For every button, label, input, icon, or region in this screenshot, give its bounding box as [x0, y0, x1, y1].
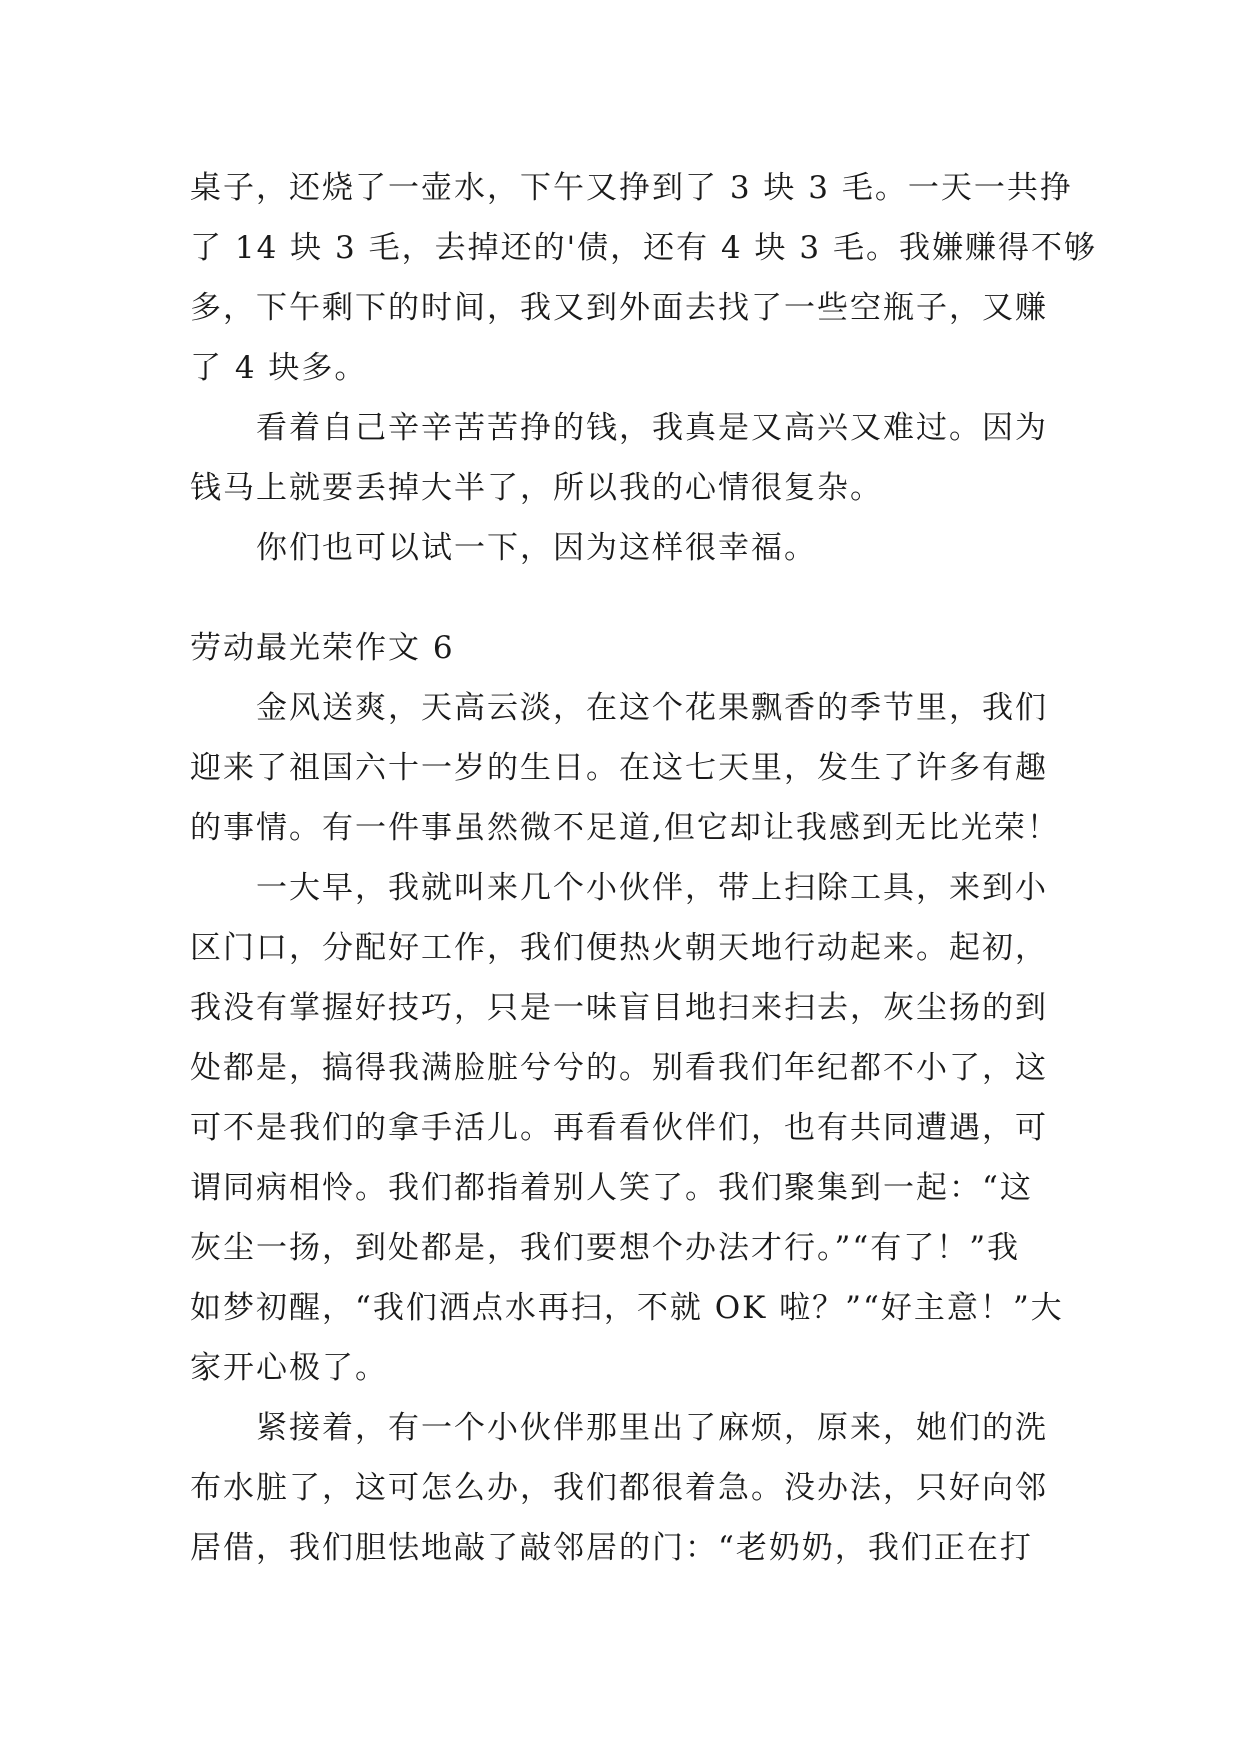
text-line: 我没有掌握好技巧，只是一味盲目地扫来扫去，灰尘扬的到 — [190, 990, 1048, 1026]
text-line: 看着自己辛辛苦苦挣的钱，我真是又高兴又难过。因为 — [256, 410, 1048, 446]
text-line: 家开心极了。 — [190, 1350, 388, 1386]
text-line: 居借，我们胆怯地敲了敲邻居的门：“老奶奶，我们正在打 — [190, 1530, 1033, 1566]
text-line: 了 14 块 3 毛，去掉还的'债，还有 4 块 3 毛。我嫌赚得不够 — [190, 230, 1097, 266]
text-line: 你们也可以试一下，因为这样很幸福。 — [256, 530, 817, 566]
text-line: 桌子，还烧了一壶水，下午又挣到了 3 块 3 毛。一天一共挣 — [190, 170, 1073, 206]
text-line: 金风送爽，天高云淡，在这个花果飘香的季节里，我们 — [256, 690, 1048, 726]
text-line: 一大早，我就叫来几个小伙伴，带上扫除工具，来到小 — [256, 870, 1048, 906]
text-line: 的事情。有一件事虽然微不足道,但它却让我感到无比光荣！ — [190, 810, 1060, 846]
text-line: 区门口，分配好工作，我们便热火朝天地行动起来。起初， — [190, 930, 1048, 966]
text-line: 钱马上就要丢掉大半了，所以我的心情很复杂。 — [190, 470, 883, 506]
text-line: 可不是我们的拿手活儿。再看看伙伴们，也有共同遭遇，可 — [190, 1110, 1048, 1146]
text-line: 灰尘一扬，到处都是，我们要想个办法才行。”“有了！”我 — [190, 1230, 1021, 1266]
text-line: 紧接着，有一个小伙伴那里出了麻烦，原来，她们的洗 — [256, 1410, 1048, 1446]
text-line: 谓同病相怜。我们都指着别人笑了。我们聚集到一起：“这 — [190, 1170, 1033, 1206]
text-line: 如梦初醒，“我们洒点水再扫，不就 OK 啦？”“好主意！”大 — [190, 1290, 1064, 1326]
section-title: 劳动最光荣作文 6 — [190, 630, 455, 666]
text-line: 了 4 块多。 — [190, 350, 368, 386]
text-line: 布水脏了，这可怎么办，我们都很着急。没办法，只好向邻 — [190, 1470, 1048, 1506]
text-line: 处都是，搞得我满脸脏兮兮的。别看我们年纪都不小了，这 — [190, 1050, 1048, 1086]
text-line: 迎来了祖国六十一岁的生日。在这七天里，发生了许多有趣 — [190, 750, 1048, 786]
text-line: 多，下午剩下的时间，我又到外面去找了一些空瓶子，又赚 — [190, 290, 1048, 326]
